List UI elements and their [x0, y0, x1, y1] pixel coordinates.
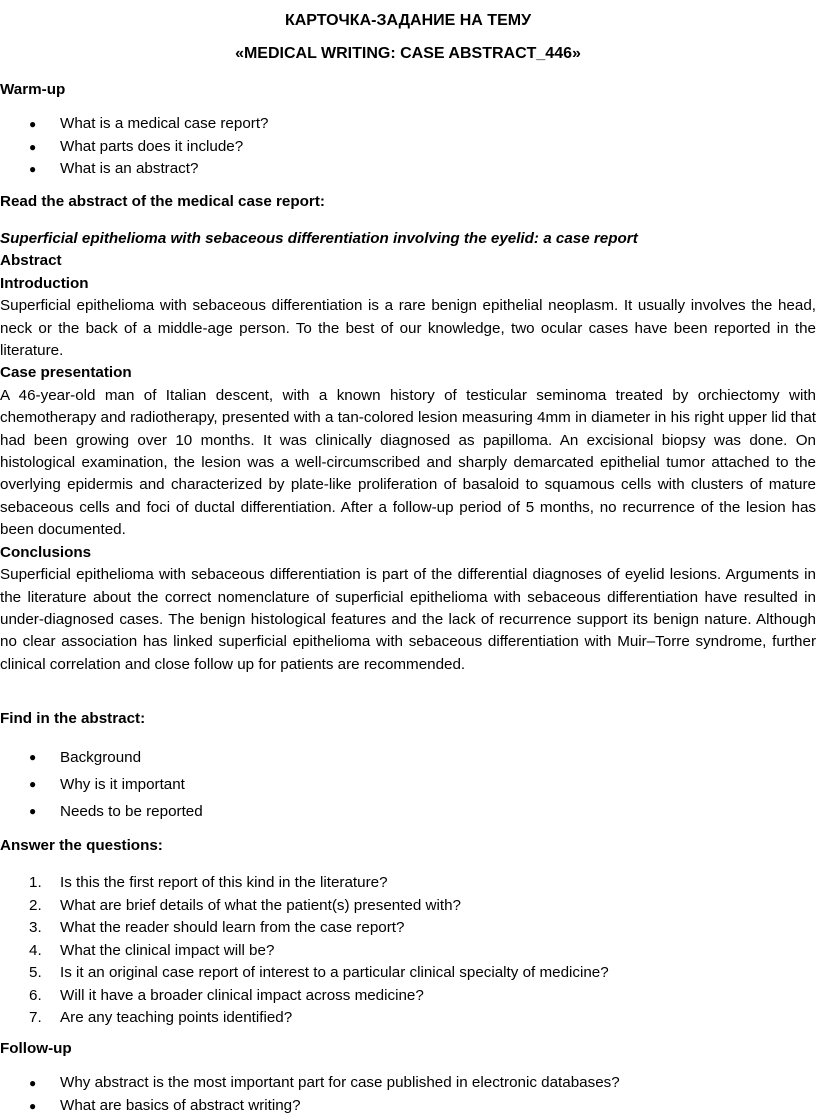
find-list: [0, 744, 816, 825]
bullet-icon: ●: [29, 777, 37, 791]
list-item: 6. Will it have a broader clinical impact across medicine?: [29, 986, 424, 1004]
followup-heading: Follow-up: [0, 1040, 72, 1057]
bullet-icon: ●: [29, 750, 37, 764]
list-item: ● What parts does it include?: [0, 136, 816, 159]
bullet-icon: ●: [29, 139, 37, 154]
read-heading: Read the abstract of the medical case report:: [0, 193, 325, 210]
introduction-text: Superficial epithelioma with sebaceous differentiation is a rare benign epithelial neoplasm. It usually involves the head, neck or the back of a middle-age person. To the best of our knowledge, two ocular cases have been reported in the literature.: [0, 297, 816, 360]
bullet-icon: ●: [29, 804, 37, 818]
list-item: 5. Is it an original case report of interest to a particular clinical specialty of medicine?: [29, 964, 609, 981]
warmup-heading: Warm-up: [0, 81, 66, 98]
list-item: 1. Is this the first report of this kind in the literature?: [29, 874, 388, 891]
questions-list: [0, 872, 816, 1030]
introduction-heading: Introduction: [0, 274, 89, 292]
list-item: 3. What the reader should learn from the case report?: [29, 919, 405, 936]
list-item: 2. What are brief details of what the patient(s) presented with?: [29, 896, 461, 914]
conclusions-text: Superficial epithelioma with sebaceous differentiation is part of the differential diagnoses of eyelid lesions. Arguments in the literature about the correct nomenclature of superficial epithelioma with sebaceous differentiation have resulted in under-diagnosed cases. The benign histological features and the lack of recurrence support its benign nature. Although no clear association has linked superficial epithelioma with sebaceous differentiation with Muir–Torre syndrome, further clinical correlation and close follow up for patients are recommended.: [0, 566, 816, 673]
followup-list: [0, 1072, 816, 1117]
list-item: ● Needs to be reported: [0, 798, 816, 825]
bullet-icon: ●: [29, 1098, 37, 1113]
list-item: ● What are basics of abstract writing?: [0, 1095, 816, 1118]
case-presentation-text: A 46-year-old man of Italian descent, with a known history of testicular seminoma treated by orchiectomy with chemotherapy and radiotherapy, presented with a tan-colored lesion measuring 4mm in diameter in his right upper lid that had been growing over 10 months. It was clinically diagnosed as papilloma. An excisional biopsy was done. On histological examination, the lesion was a well-circumscribed and sharply demarcated epithelial tumor attached to the overlying epidermis and characterized by plate-like proliferation of basaloid to squamous cells with clusters of mature sebaceous cells and foci of ductal differentiation. After a follow-up period of 5 months, no recurrence of the lesion has been documented.: [0, 386, 816, 539]
list-item: ● Why is it important: [0, 771, 816, 798]
list-item: 4. What the clinical impact will be?: [29, 941, 275, 959]
list-item: ● Why abstract is the most important part for case published in electronic databases?: [0, 1072, 816, 1095]
page-title-line2: «MEDICAL WRITING: CASE ABSTRACT_446»: [235, 45, 581, 62]
find-heading: Find in the abstract:: [0, 710, 146, 727]
list-item: 7. Are any teaching points identified?: [29, 1009, 293, 1026]
bullet-icon: ●: [29, 117, 37, 131]
abstract-label: Abstract: [0, 252, 62, 270]
warmup-list: [0, 113, 816, 181]
bullet-icon: ●: [29, 162, 37, 176]
list-item: ● What is an abstract?: [0, 158, 816, 181]
questions-heading: Answer the questions:: [0, 837, 163, 854]
list-item: ● What is a medical case report?: [0, 113, 816, 136]
conclusions-heading: Conclusions: [0, 543, 92, 561]
article-title: Superficial epithelioma with sebaceous differentiation involving the eyelid: a case report: [0, 230, 638, 247]
abstract-section: [0, 228, 816, 676]
bullet-icon: ●: [29, 1076, 37, 1090]
list-item: ● Background: [0, 744, 816, 771]
case-presentation-heading: Case presentation: [0, 364, 132, 382]
page-title-line1: КАРТОЧКА-ЗАДАНИЕ НА ТЕМУ: [284, 12, 532, 29]
